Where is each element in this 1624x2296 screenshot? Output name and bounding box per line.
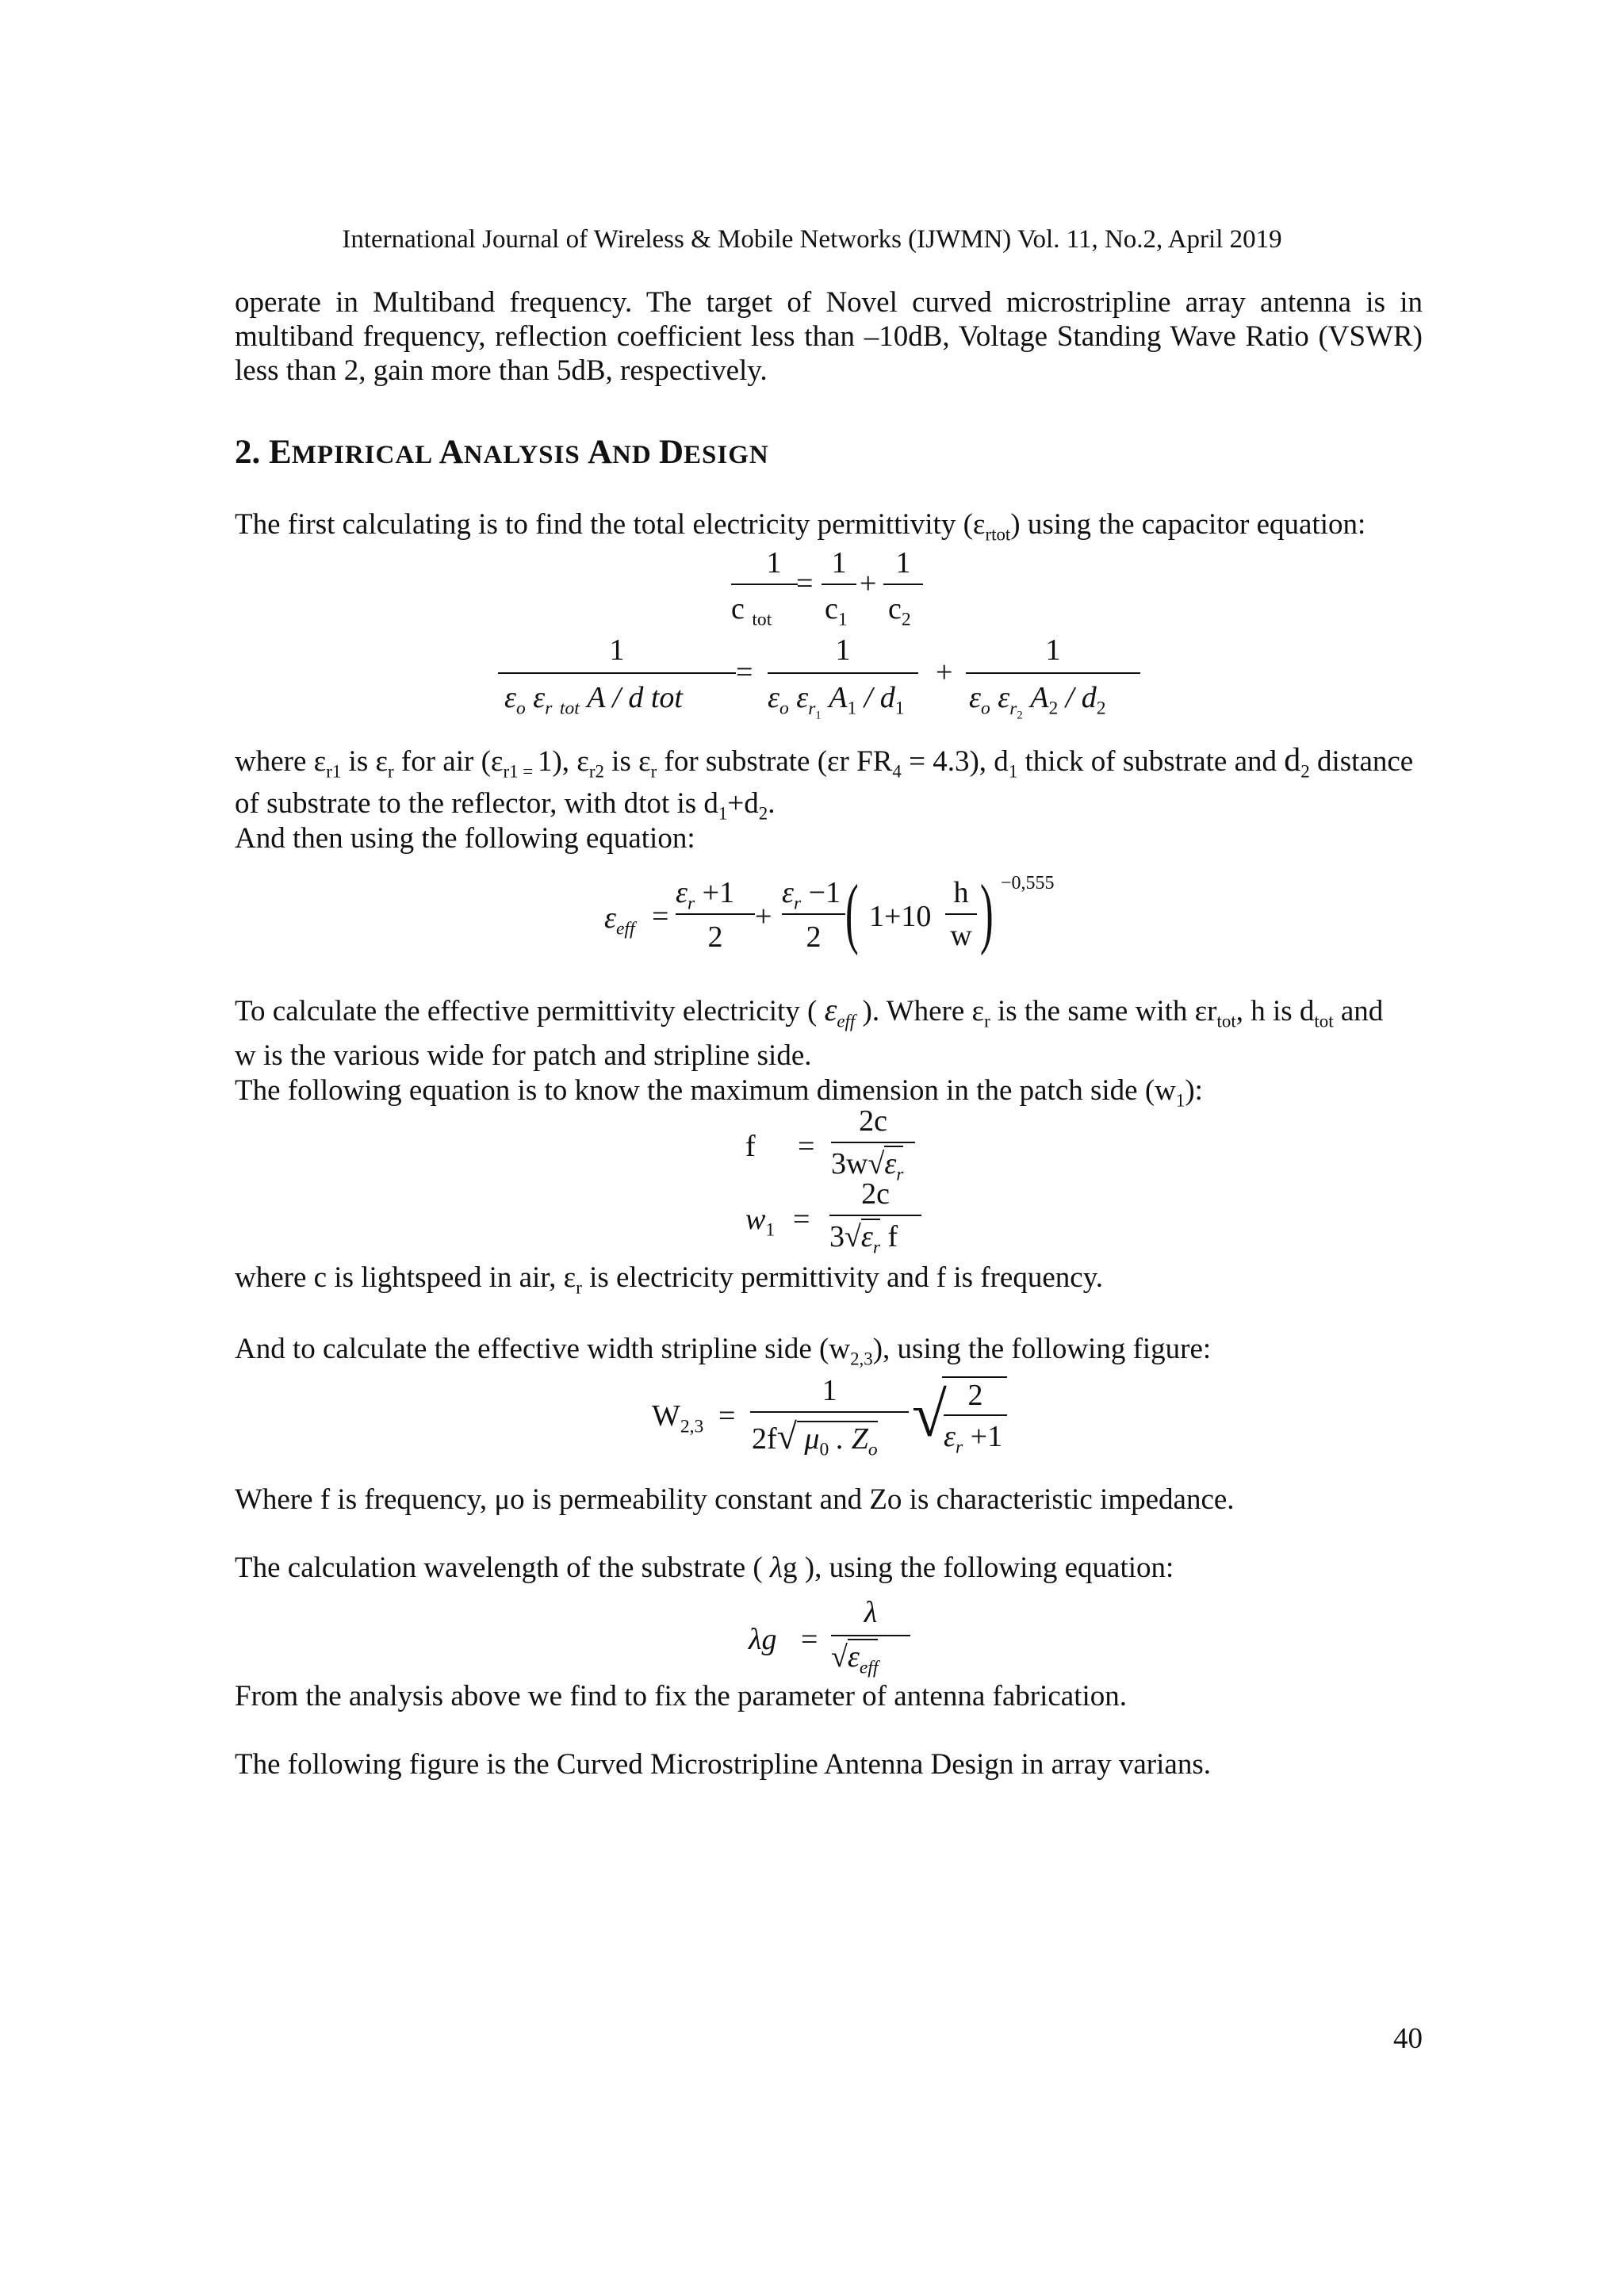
paragraph-capacitor-intro: The first calculating is to find the total electricity permittivity $(\varepsilon_{rtot})$ using the capacitor equation:: [235, 508, 1366, 545]
paragraph-following-figure: The following figure is the Curved Microstripline Antenna Design in array varians.: [235, 1748, 1211, 1781]
paper-page: International Journal of Wireless & Mobile Networks (IJWMN) Vol. 11, No.2, April 2019 operate in Multiband frequency. The target of Novel curved microstripline array antenna is in multiband frequency, reflection coefficient less than –10dB, Voltage Standing Wave Ratio (VSWR) less than 2, gain more than 5dB, respectively. 2. EMPIRICAL ANALYSIS AND DESIGN The first calculating is to find the total electricity permittivity $(\varepsilon_{rtot})$ using the capacitor equation: 1 c $_{tot}$ = 1 $c_1$ + 1 $c_2$ 1 $\varepsilon_o$ $\varepsilon_r$ $_{tot}$ A / d tot = 1 $\varepsilon_o$ $\varepsilon_{r_1}$ $A_1 / d_1$ + 1 $\varepsilon_o$ $\varepsilon_{r_2}$ $A_2 / d_2$ where $\varepsilon_{r1}$ is $\varepsilon_r$ for air ($\varepsilon_{r1 =}$ 1), $\varepsilon_{r2}$ is $\varepsilon_r$ for substrate (εr $FR_4 = 4.3$), $d_1$ thick of substrate and $d_2$ distance of substrate to the reflector, with dtot is $d_1+d_2$. And then using the following equation: $\varepsilon_{eff}$ = $\varepsilon_r +1$ 2 + $\varepsilon_r -1$ 2 ( 1+10 h w ) −0,555 To calculate the effective permittivity electricity ( $\varepsilon_{eff}$ ). Where $\varepsilon_r$ is the same with $\varepsilon r_{tot}$, h is $d_{tot}$ and w is the various wide for patch and stripline side. The following equation is to know the maximum dimension in the patch side $(w_1)$: f = 2c $3w√\varepsilon_r$ $w_1$ = 2c $3√\varepsilon_r$ f where c is lightspeed in air, $\varepsilon_r$ is electricity permittivity and f is frequency. And to calculate the effective width stripline side $(w_{2,3})$, using the following figure: $W_{2,3}$ = 1 2f√ $\mu_0$ . $Z_o$ √ 2 $\varepsilon_r +1$ Where f is frequency, μo is permeability constant and Zo is characteristic impedance. The calculation wavelength of the substrate ( λg ), using the following equation: λg = λ $√\varepsilon_{eff}$ From the analysis above we find to fix the parameter of antenna fabrication. The following figure is the Curved Microstripline Antenna Design in array varians. 40: [0, 0, 1624, 2296]
running-header: International Journal of Wireless & Mobile Networks (IJWMN) Vol. 11, No.2, April 2019: [342, 225, 1282, 254]
paragraph-then-using: And then using the following equation:: [235, 822, 695, 855]
paragraph-patch-dimension: The following equation is to know the maximum dimension in the patch side $(w_1)$:: [235, 1074, 1203, 1111]
paragraph-stripline-width: And to calculate the effective width stripline side $(w_{2,3})$, using the following figure:: [235, 1333, 1212, 1369]
paragraph-various-wide: w is the various wide for patch and stripline side.: [235, 1039, 812, 1072]
paragraph-permeability: Where f is frequency, μo is permeability constant and Zo is characteristic impedance.: [235, 1483, 1235, 1516]
paragraph-dtot: of substrate to the reflector, with dtot is $d_1+d_2$.: [235, 787, 776, 824]
page-number: 40: [1393, 2022, 1423, 2055]
paragraph-effective-permittivity: To calculate the effective permittivity electricity ( $\varepsilon_{eff}$ ). Where $\varepsilon_r$ is the same with $\varepsilon r_{tot}$, h is $d_{tot}$ and: [235, 992, 1384, 1031]
paragraph-wavelength: The calculation wavelength of the substrate ( λg ), using the following equation:: [235, 1552, 1174, 1584]
paragraph-lightspeed: where c is lightspeed in air, $\varepsilon_r$ is electricity permittivity and f is frequency.: [235, 1261, 1104, 1298]
paragraph-analysis-above: From the analysis above we find to fix the parameter of antenna fabrication.: [235, 1680, 1128, 1712]
section-number: 2.: [235, 434, 269, 471]
intro-paragraph: operate in Multiband frequency. The target of Novel curved microstripline array antenna is in multiband frequency, reflection coefficient less than –10dB, Voltage Standing Wave Ratio (VSWR) less than 2, gain more than 5dB, respectively.: [235, 286, 1423, 387]
paragraph-where-permittivity: where $\varepsilon_{r1}$ is $\varepsilon_r$ for air ($\varepsilon_{r1 =}$ 1), $\varepsilon_{r2}$ is $\varepsilon_r$ for substrate (εr $FR_4 = 4.3$), $d_1$ thick of substrate and $d_2$ distance: [235, 742, 1414, 782]
section-heading: 2. EMPIRICAL ANALYSIS AND DESIGN: [235, 434, 769, 471]
